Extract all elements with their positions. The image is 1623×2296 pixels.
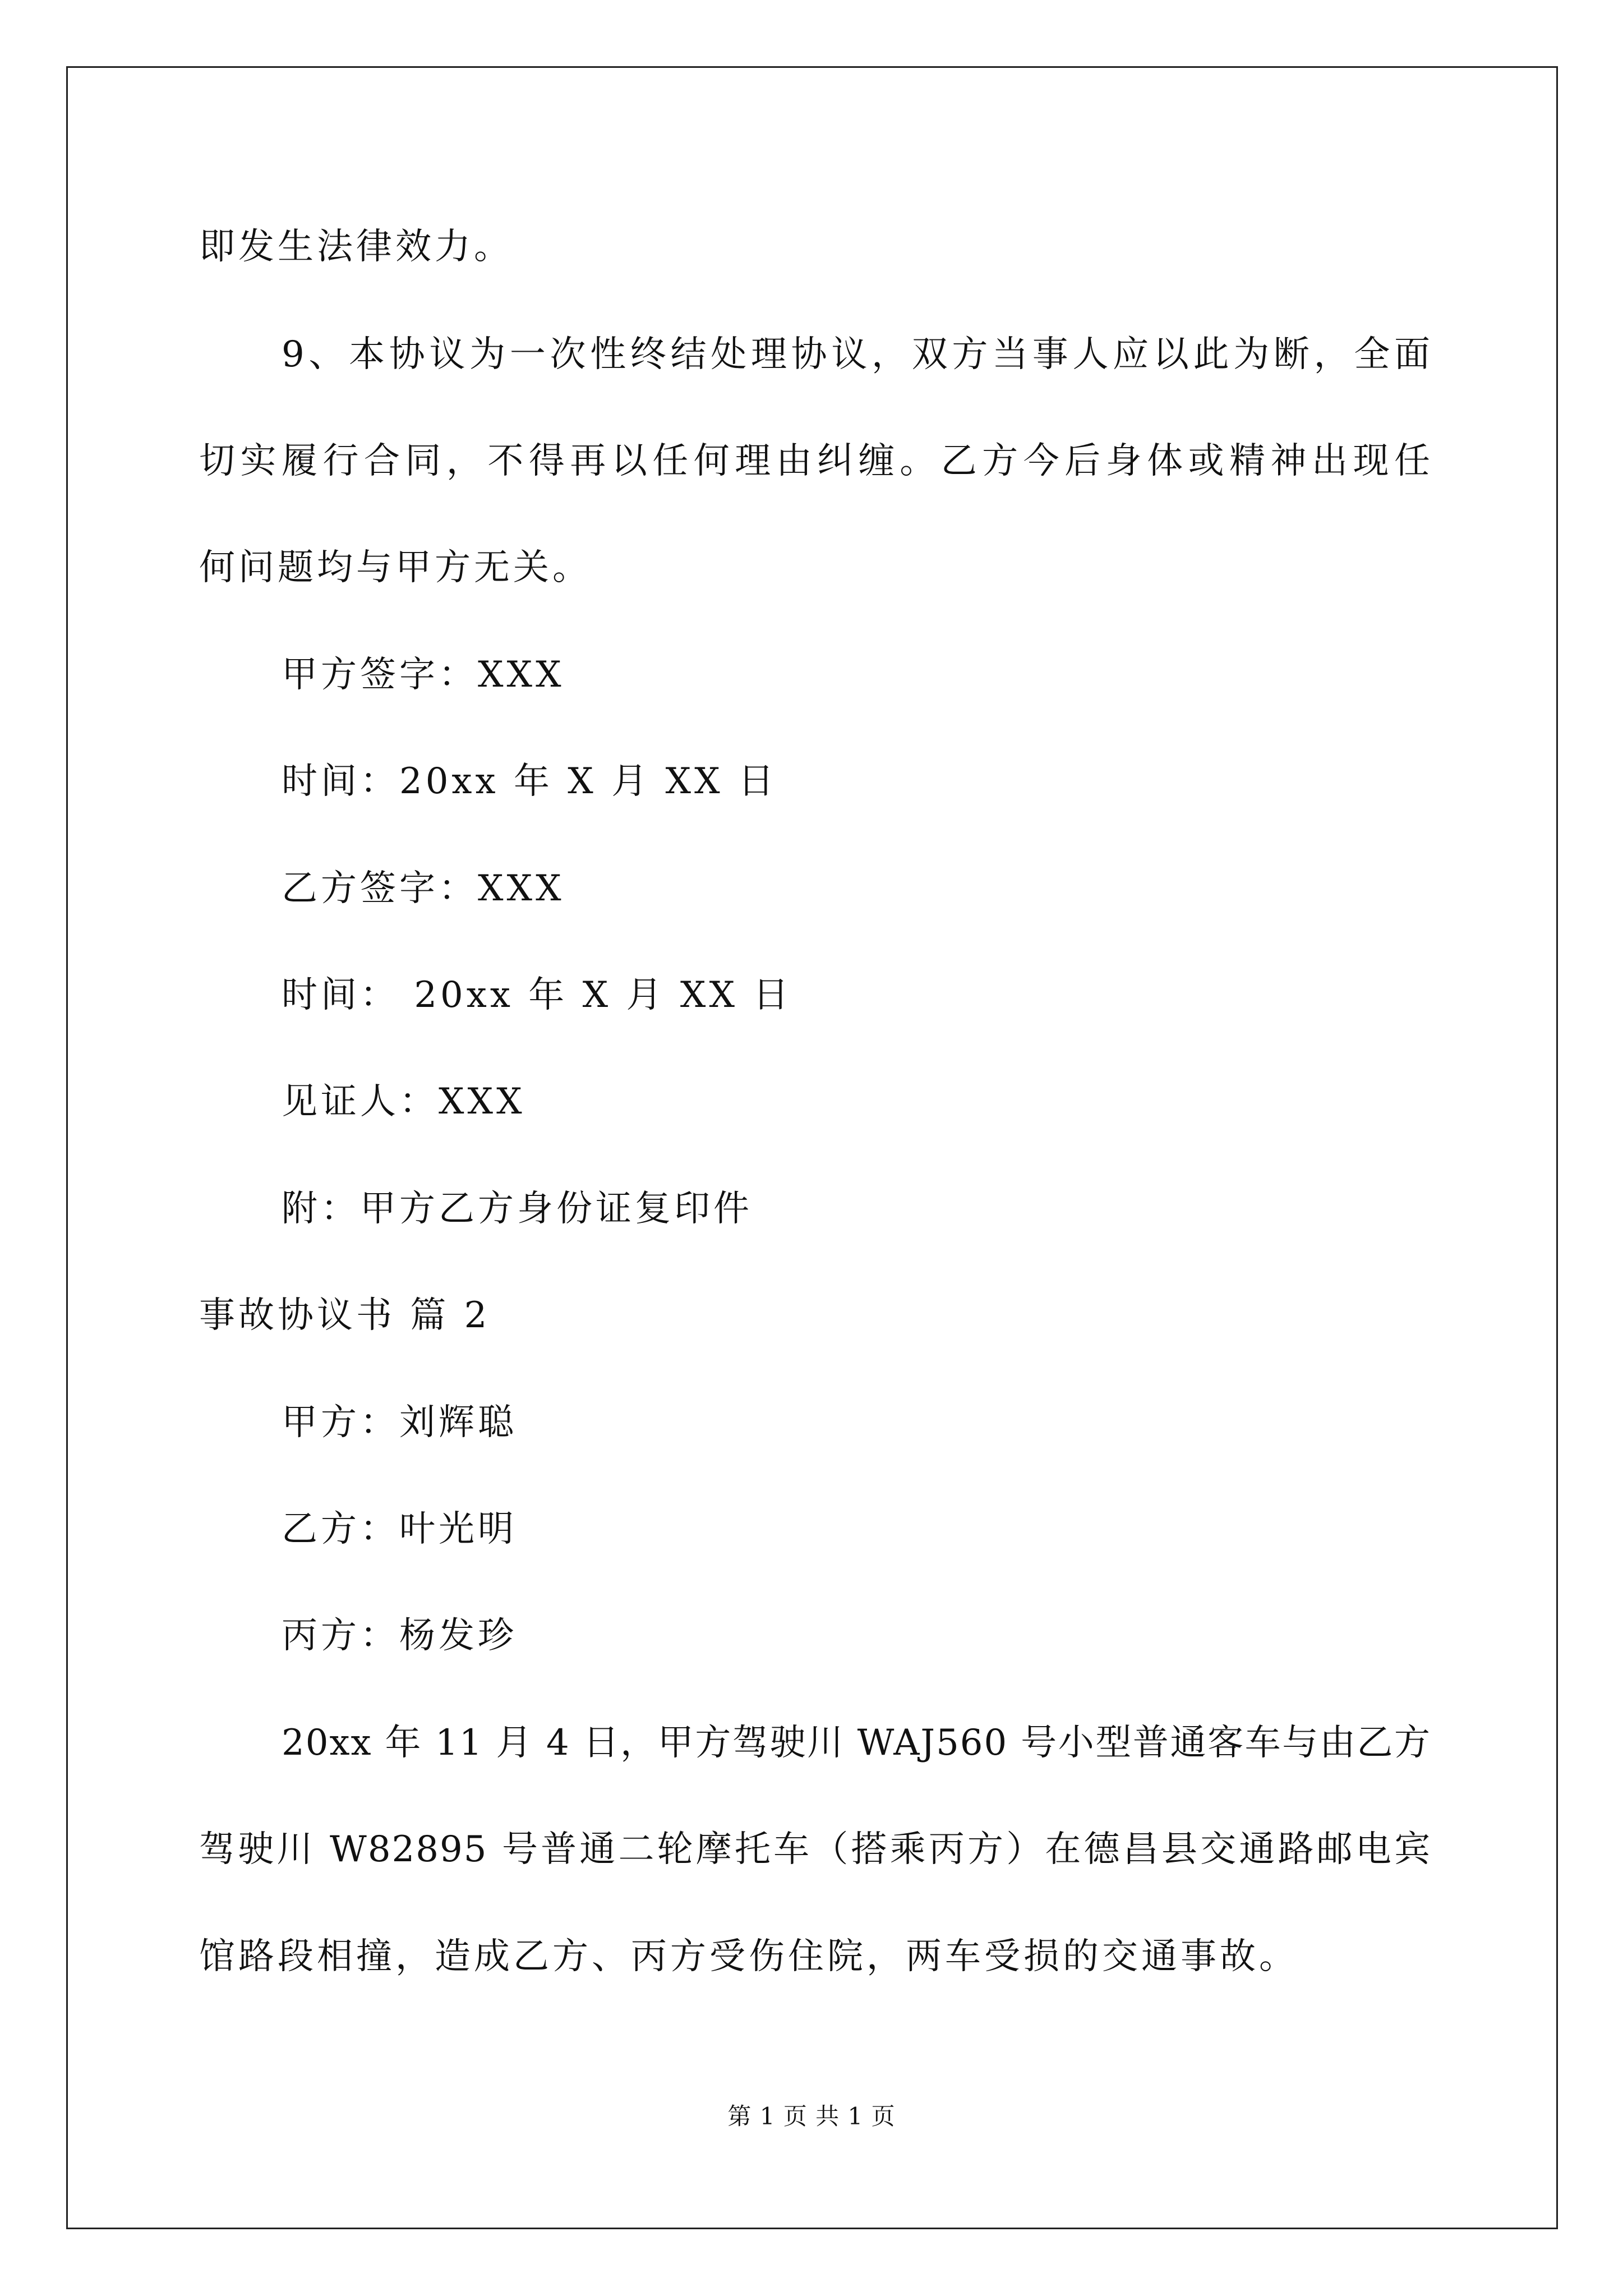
section-heading: 事故协议书 篇 2 <box>199 1295 491 1336</box>
page-footer: 第 1 页 共 1 页 <box>727 2102 896 2130</box>
paragraph-line: 何问题均与甲方无关。 <box>199 547 592 588</box>
witness: 见证人：XXX <box>282 1081 525 1122</box>
party-b-date: 时间： 20xx 年 X 月 XX 日 <box>282 974 792 1016</box>
paragraph-line: 馆路段相撞，造成乙方、丙方受伤住院，两车受损的交通事故。 <box>199 1936 1298 1977</box>
party-a-date: 时间：20xx 年 X 月 XX 日 <box>282 761 778 802</box>
party-b: 乙方：叶光明 <box>282 1508 517 1550</box>
party-b-signature: 乙方签字：XXX <box>282 868 565 909</box>
attachment-note: 附：甲方乙方身份证复印件 <box>282 1188 753 1230</box>
paragraph-line: 20xx 年 11 月 4 日，甲方驾驶川 WAJ560 号小型普通客车与由乙方 <box>282 1722 1431 1764</box>
party-c: 丙方：杨发珍 <box>282 1615 517 1657</box>
paragraph-line: 驾驶川 W82895 号普通二轮摩托车（搭乘丙方）在德昌县交通路邮电宾 <box>199 1829 1431 1870</box>
page-border <box>66 66 1558 2229</box>
paragraph-line: 即发生法律效力。 <box>199 226 513 268</box>
party-a: 甲方：刘辉聪 <box>282 1402 517 1443</box>
paragraph-line: 9、本协议为一次性终结处理协议，双方当事人应以此为断，全面 <box>282 334 1431 375</box>
party-a-signature: 甲方签字：XXX <box>282 654 565 696</box>
paragraph-line: 切实履行合同，不得再以任何理由纠缠。乙方今后身体或精神出现任 <box>199 440 1431 482</box>
